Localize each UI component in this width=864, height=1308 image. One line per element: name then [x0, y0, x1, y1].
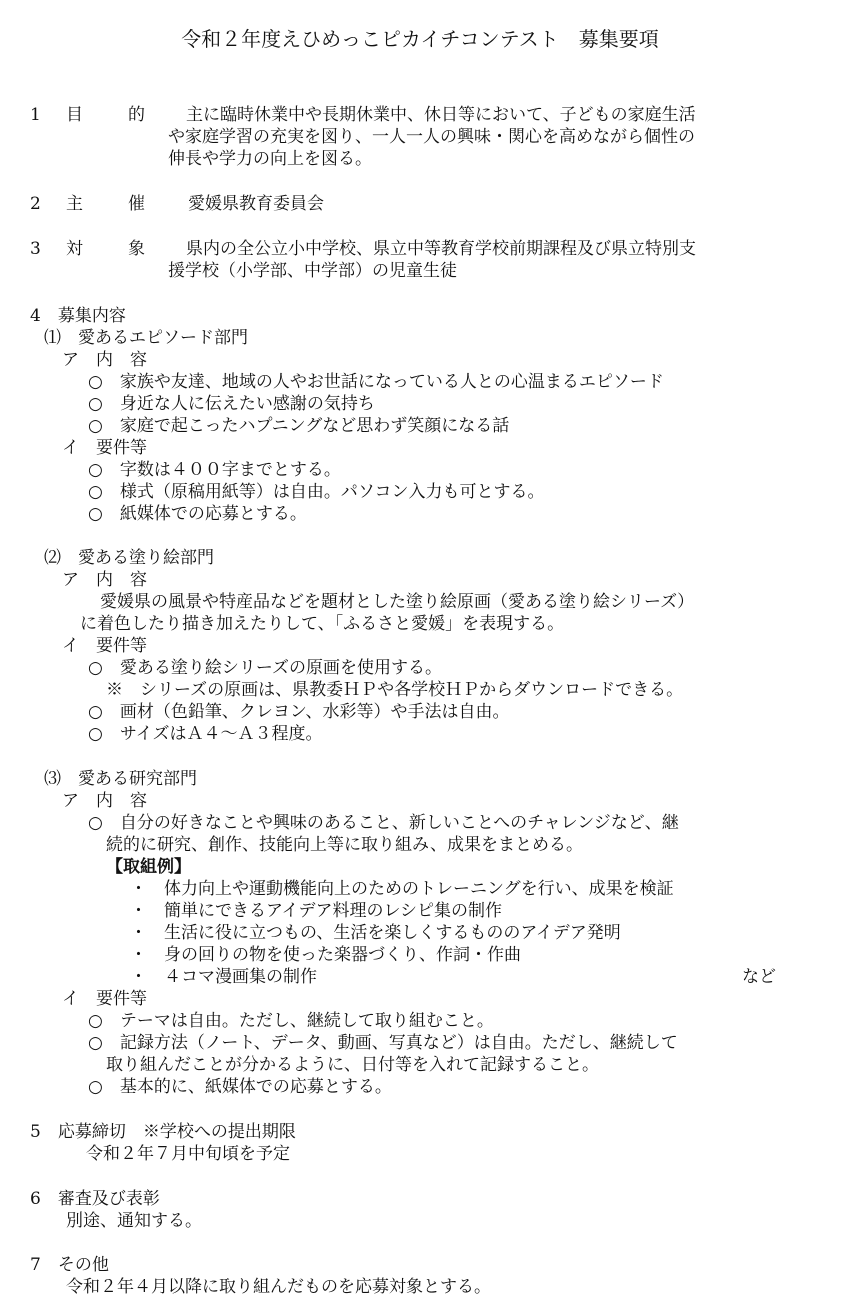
s4-p3-example-item: ・ 身の回りの物を使った楽器づくり、作詞・作曲 — [130, 945, 521, 965]
s1-number: 1 — [30, 105, 41, 125]
s4-p3-example-item: ・ ４コマ漫画集の制作 — [130, 967, 317, 987]
s3-text-line: 県内の全公立小中学校、県立中等教育学校前期課程及び県立特別支 — [186, 239, 696, 259]
s2-number: 2 — [30, 194, 41, 214]
s4-p2-b-note: ※ シリーズの原画は、県教委ＨＰや各学校ＨＰからダウンロードできる。 — [106, 680, 684, 700]
s4-p2-heading: ⑵ 愛ある塗り絵部門 — [44, 548, 214, 568]
s4-p3-examples-heading: 【取組例】 — [106, 857, 191, 877]
s4-p1-a-item: ○ 身近な人に伝えたい感謝の気持ち — [88, 394, 375, 414]
s4-p3-a-line: ○ 自分の好きなことや興味のあること、新しいことへのチャレンジなど、継 — [88, 813, 679, 833]
s4-p2-b-heading: イ 要件等 — [62, 636, 147, 656]
s3-text-line: 援学校（小学部、中学部）の児童生徒 — [168, 261, 457, 281]
s4-p3-examples-suffix: など — [742, 967, 776, 987]
s4-p3-example-item: ・ 体力向上や運動機能向上のためのトレーニングを行い、成果を検証 — [130, 879, 674, 899]
s5-text: 令和２年７月中旬頃を予定 — [86, 1144, 290, 1164]
s1-text-line: や家庭学習の充実を図り、一人一人の興味・関心を高めながら個性の — [168, 127, 695, 147]
s1-label-char2: 的 — [128, 105, 145, 125]
s7-heading: 7 その他 — [30, 1255, 109, 1275]
s4-p1-b-item: ○ 字数は４００字までとする。 — [88, 460, 341, 480]
s2-label-char1: 主 — [66, 194, 83, 214]
s4-p2-a-line: に着色したり描き加えたりして、「ふるさと愛媛」を表現する。 — [80, 614, 565, 634]
s1-text-line: 主に臨時休業中や長期休業中、休日等において、子どもの家庭生活 — [186, 105, 696, 125]
s4-p1-a-item: ○ 家族や友達、地域の人やお世話になっている人との心温まるエピソード — [88, 372, 664, 392]
s3-number: 3 — [30, 239, 41, 259]
s4-p3-b-line: 取り組んだことが分かるように、日付等を入れて記録すること。 — [106, 1055, 599, 1075]
s1-label-char1: 目 — [66, 105, 83, 125]
s4-p1-a-item: ○ 家庭で起こったハプニングなど思わず笑顔になる話 — [88, 416, 510, 436]
s5-heading: 5 応募締切 ※学校への提出期限 — [30, 1122, 296, 1142]
s4-heading: 4 募集内容 — [30, 306, 126, 326]
s4-p3-heading: ⑶ 愛ある研究部門 — [44, 769, 197, 789]
s3-label-char1: 対 — [66, 239, 83, 259]
s6-text: 別途、通知する。 — [66, 1211, 202, 1231]
s4-p3-b-line: ○ 記録方法（ノート、データ、動画、写真など）は自由。ただし、継続して — [88, 1033, 678, 1053]
s4-p2-b-item: ○ 愛ある塗り絵シリーズの原画を使用する。 — [88, 658, 442, 678]
s4-p3-example-item: ・ 生活に役に立つもの、生活を楽しくするもののアイデア発明 — [130, 923, 621, 943]
s3-label-char2: 象 — [128, 239, 145, 259]
page-title: 令和２年度えひめっこピカイチコンテスト 募集要項 — [181, 27, 659, 51]
s4-p1-a-heading: ア 内 容 — [62, 350, 147, 370]
s6-heading: 6 審査及び表彰 — [30, 1189, 160, 1209]
s4-p2-a-heading: ア 内 容 — [62, 570, 147, 590]
s4-p3-example-item: ・ 簡単にできるアイデア料理のレシピ集の制作 — [130, 901, 503, 921]
s4-p1-heading: ⑴ 愛あるエピソード部門 — [44, 328, 248, 348]
s4-p1-b-heading: イ 要件等 — [62, 438, 147, 458]
s1-text-line: 伸長や学力の向上を図る。 — [168, 149, 372, 169]
s4-p3-b-line: ○ 基本的に、紙媒体での応募とする。 — [88, 1077, 392, 1097]
s4-p2-a-line: 愛媛県の風景や特産品などを題材とした塗り絵原画（愛ある塗り絵シリーズ） — [100, 592, 695, 612]
s4-p3-a-line: 続的に研究、創作、技能向上等に取り組み、成果をまとめる。 — [106, 835, 584, 855]
s2-text: 愛媛県教育委員会 — [188, 194, 324, 214]
s4-p2-b-item: ○ サイズはＡ４～Ａ３程度。 — [88, 724, 323, 744]
s2-label-char2: 催 — [128, 194, 145, 214]
s4-p1-b-item: ○ 紙媒体での応募とする。 — [88, 504, 307, 524]
s4-p3-b-heading: イ 要件等 — [62, 989, 147, 1009]
s4-p3-b-line: ○ テーマは自由。ただし、継続して取り組むこと。 — [88, 1011, 494, 1031]
s4-p2-b-item: ○ 画材（色鉛筆、クレヨン、水彩等）や手法は自由。 — [88, 702, 510, 722]
s4-p1-b-item: ○ 様式（原稿用紙等）は自由。パソコン入力も可とする。 — [88, 482, 545, 502]
s7-text: 令和２年４月以降に取り組んだものを応募対象とする。 — [66, 1277, 491, 1297]
s4-p3-a-heading: ア 内 容 — [62, 791, 147, 811]
